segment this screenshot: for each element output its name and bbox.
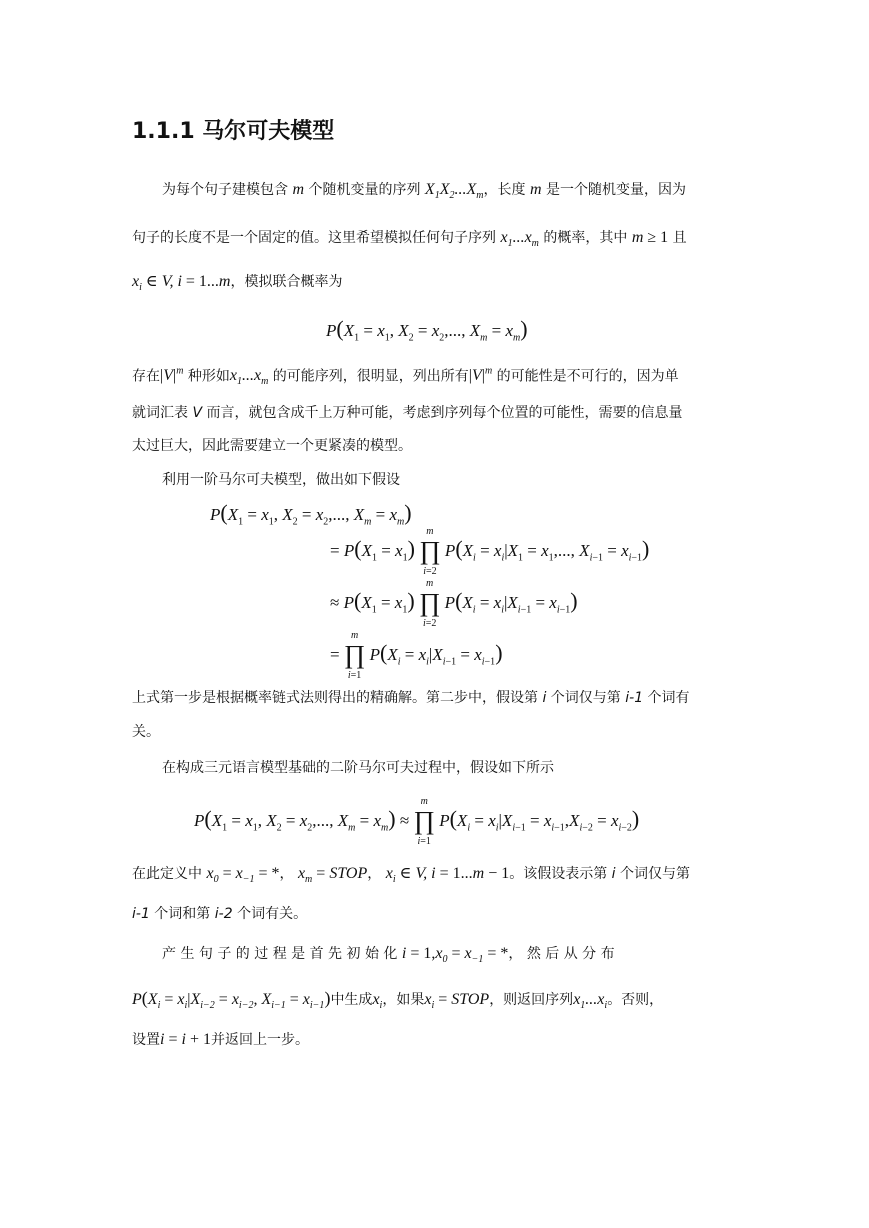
text-run: 上式第一步是根据概率链式法则得出的精确解。第二步中，假设第 [132,690,543,706]
text-run: 个词和第 [149,906,215,922]
math-inline: $x_1...x_m$ [229,367,269,388]
text-run: 存在 [132,368,160,385]
math-inline: $x_i$ ∈ V, i = 1...m − 1 [385,865,510,886]
math-inline: $i = 1,x_0 = x_{-1}$ = * [401,945,509,966]
paragraph-line [132,272,342,298]
paragraph-line [132,228,687,254]
paragraph-line [162,180,686,206]
paragraph-line: 关。 [132,724,160,740]
paragraph-line [132,988,663,1016]
product-symbol: m ∏ i=2 [418,578,441,629]
text-run: 为每个句子建模包含 [162,182,293,198]
product-symbol: m ∏ i=2 [419,526,441,577]
math-inline: $|V|^m$ [160,366,184,385]
equation-line-4: = m ∏ i=1 $P(X_i = x_i|X_{i-1} = x_{i-1})$ [330,630,503,681]
text-run: ， 然 后 从 分 布 [508,946,615,962]
math-inline: $x_i$ = STOP [424,991,490,1012]
text-run: ， [367,866,382,882]
text-run: 。否则， [607,992,664,1008]
text-run: 。该假设表示第 [509,866,612,882]
text-run: ，如果 [382,992,425,1008]
paragraph-line: 在构成三元语言模型基础的二阶马尔可夫过程中，假设如下所示 [162,760,554,776]
paragraph-line [132,864,690,890]
paragraph-line [132,904,307,924]
product-symbol: m ∏ i=1 [413,796,435,847]
text-run: 并返回上一步。 [210,1032,309,1048]
text-run: 是一个随机变量，因为 [541,182,686,198]
math-var: i [542,690,547,706]
paragraph-line [162,944,615,970]
text-run: ，长度 [483,182,530,198]
text-run: 个词仅与第 [546,690,626,706]
math-inline: $X_1X_2...X_m$ [424,181,484,202]
math-var: m [292,181,305,198]
equation-line-3: ≈ $P(X_1 = x_1)$ m ∏ i=2 $P(X_i = x_i|X_{i-1} = x_{i-1})$ [330,578,578,629]
text-run: 就词汇表 [132,405,193,421]
math-inline: $x_i$ [372,991,383,1012]
text-run: 且 [668,230,687,246]
equation-line-2: = $P(X_1 = x_1)$ m ∏ i=2 $P(X_i = x_i|X_1 = x_1$,..., $X_{i-1} = x_{i-1}$) [330,526,650,577]
math-inline: $x_1...x_m$ [500,229,539,250]
text-run: 的可能性是不可行的，因为单 [492,368,679,385]
paragraph-line: 太过巨大，因此需要建立一个更紧凑的模型。 [132,438,412,454]
paragraph-line [132,403,682,423]
equation-second-order: $P(X_1 = x_1$, $X_2 = x_2$,..., $X_m = x_m$) ≈ m ∏ i=1 $P(X_i = x_i|X_{i-1} = x_{i-1},X_{i-2} = x_{i-2})$ [194,796,640,847]
text-run: 产 生 句 子 的 过 程 是 首 先 初 始 化 [162,946,402,962]
text-run: 设置 [132,1032,160,1048]
math-inline: $x_i$ ∈ V, i = 1...m [132,273,231,294]
text-run: 而言，就包含成千上万种可能，考虑到序列每个位置的可能性，需要的信息量 [202,405,683,421]
math-var: i [611,866,616,882]
product-symbol: m ∏ i=1 [343,630,366,681]
equation-line-1: $P(X_1 = x_1$, $X_2 = x_2$,..., $X_m = x_m$) [210,500,412,528]
paragraph-line [132,1030,309,1050]
math-var: i-1 [132,906,150,922]
equation-joint-probability: $P(X_1 = x_1$, $X_2 = x_2$,..., $X_m = x_m$) [326,316,528,344]
math-var: i-1 [625,690,644,706]
text-run: 种形如 [183,368,230,385]
text-run: ， [279,866,294,882]
text-run: 个词有关。 [232,906,308,922]
text-run: ，则返回序列 [489,992,574,1008]
math-inline: $x_0 = x_{-1}$ = * [206,865,280,886]
text-run: 中生成 [330,992,373,1008]
math-var: m [529,181,542,198]
paragraph-line: 利用一阶马尔可夫模型，做出如下假设 [162,472,400,488]
text-run: 个随机变量的序列 [304,182,425,198]
math-var: V [192,405,203,421]
section-heading: 1.1.1 马尔可夫模型 [132,119,335,144]
text-run: ，模拟联合概率为 [230,274,343,290]
text-run: 句子的长度不是一个固定的值。这里希望模拟任何句子序列 [132,230,501,246]
paragraph-line [132,362,679,393]
math-inline: i = i + 1 [160,1031,211,1048]
math-inline: $x_m$ = STOP [297,865,368,886]
math-inline: $|V|^m$ [468,366,493,385]
text-run: 的可能序列，很明显，列出所有 [268,368,469,385]
math-inline: $P(X_i = x_i|X_{i-2} = x_{i-2}$, $X_{i-1} = x_{i-1}$) [132,988,331,1012]
math-inline: $x_1...x_i$ [573,991,608,1012]
text-run: 在此定义中 [132,866,207,882]
math-var: i-2 [214,906,233,922]
math-inline: m ≥ 1 [631,229,669,246]
text-run: 个词有 [643,690,690,706]
paragraph-line [132,688,690,708]
text-run: 的概率，其中 [538,230,632,246]
text-run: 个词仅与第 [615,866,691,882]
